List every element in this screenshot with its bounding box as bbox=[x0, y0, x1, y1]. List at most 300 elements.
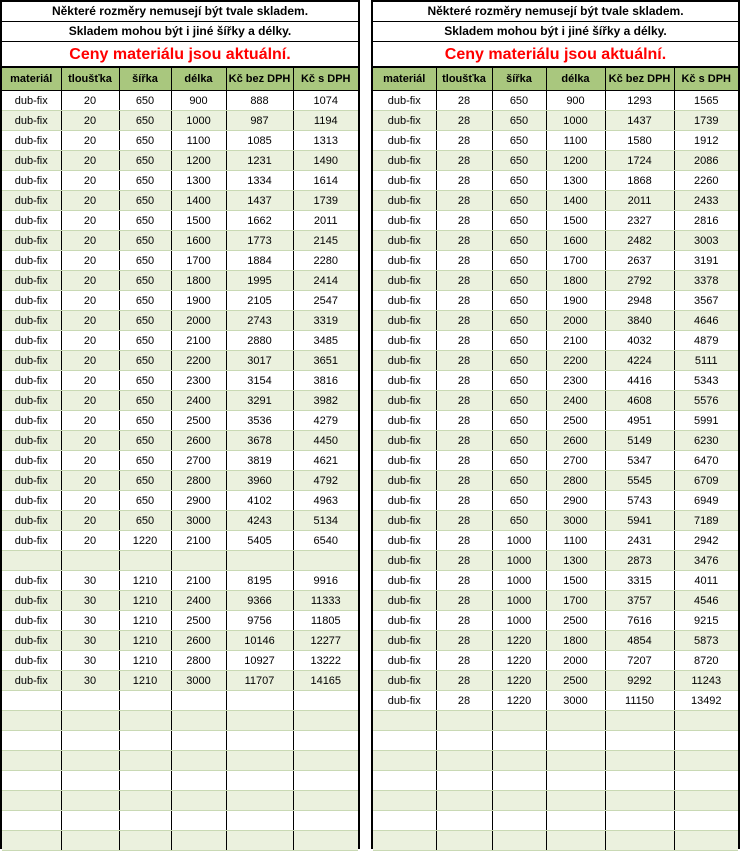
cell-width: 650 bbox=[119, 271, 171, 291]
cell-price-with-vat: 3476 bbox=[674, 551, 738, 571]
table-row bbox=[373, 191, 738, 211]
cell-price-with-vat bbox=[674, 731, 738, 751]
table-row bbox=[2, 211, 358, 231]
cell-thickness: 28 bbox=[436, 651, 492, 671]
cell-material: dub-fix bbox=[2, 171, 61, 191]
cell-length: 3000 bbox=[171, 671, 226, 691]
cell-material: dub-fix bbox=[373, 291, 436, 311]
cell-price-with-vat: 6709 bbox=[674, 471, 738, 491]
cell-thickness: 20 bbox=[61, 451, 119, 471]
table-row bbox=[373, 491, 738, 511]
cell-length: 1900 bbox=[546, 291, 605, 311]
cell-price-without-vat: 3819 bbox=[226, 451, 293, 471]
cell-material: dub-fix bbox=[373, 231, 436, 251]
cell-price-with-vat: 11333 bbox=[293, 591, 358, 611]
cell-thickness: 20 bbox=[61, 111, 119, 131]
cell-price-without-vat: 1884 bbox=[226, 251, 293, 271]
cell-thickness: 20 bbox=[61, 411, 119, 431]
cell-material: dub-fix bbox=[2, 311, 61, 331]
cell-width: 650 bbox=[492, 311, 546, 331]
cell-price-without-vat bbox=[605, 811, 674, 831]
cell-price-with-vat: 1614 bbox=[293, 171, 358, 191]
table-row bbox=[2, 191, 358, 211]
cell-price-without-vat bbox=[605, 711, 674, 731]
cell-price-without-vat: 4951 bbox=[605, 411, 674, 431]
table-row bbox=[2, 251, 358, 271]
cell-width bbox=[492, 791, 546, 811]
cell-length: 1500 bbox=[171, 211, 226, 231]
table-row bbox=[373, 811, 738, 831]
cell-material: dub-fix bbox=[2, 631, 61, 651]
cell-length bbox=[546, 731, 605, 751]
cell-thickness: 28 bbox=[436, 591, 492, 611]
price-panel-right bbox=[371, 0, 740, 849]
table-header-row bbox=[373, 68, 738, 91]
cell-thickness: 28 bbox=[436, 371, 492, 391]
cell-length: 2100 bbox=[546, 331, 605, 351]
cell-price-without-vat: 1773 bbox=[226, 231, 293, 251]
cell-thickness: 28 bbox=[436, 191, 492, 211]
cell-length: 1700 bbox=[546, 251, 605, 271]
table-row bbox=[373, 731, 738, 751]
cell-length: 2400 bbox=[171, 391, 226, 411]
cell-material: dub-fix bbox=[373, 91, 436, 111]
cell-material bbox=[373, 791, 436, 811]
cell-price-with-vat: 3003 bbox=[674, 231, 738, 251]
cell-material: dub-fix bbox=[2, 251, 61, 271]
cell-width: 1220 bbox=[492, 651, 546, 671]
table-row bbox=[2, 531, 358, 551]
table-row bbox=[373, 411, 738, 431]
table-row bbox=[2, 311, 358, 331]
cell-thickness: 28 bbox=[436, 271, 492, 291]
cell-length: 2300 bbox=[546, 371, 605, 391]
cell-material: dub-fix bbox=[373, 531, 436, 551]
cell-length: 1600 bbox=[171, 231, 226, 251]
table-row bbox=[2, 291, 358, 311]
cell-price-with-vat: 4450 bbox=[293, 431, 358, 451]
cell-price-with-vat bbox=[674, 811, 738, 831]
table-row bbox=[2, 731, 358, 751]
cell-thickness: 28 bbox=[436, 251, 492, 271]
cell-length: 2500 bbox=[171, 611, 226, 631]
cell-price-without-vat: 3960 bbox=[226, 471, 293, 491]
cell-price-without-vat: 1334 bbox=[226, 171, 293, 191]
cell-length: 1100 bbox=[546, 531, 605, 551]
cell-price-without-vat: 3840 bbox=[605, 311, 674, 331]
cell-material: dub-fix bbox=[2, 131, 61, 151]
cell-thickness: 28 bbox=[436, 631, 492, 651]
cell-length: 2500 bbox=[546, 611, 605, 631]
cell-width bbox=[119, 711, 171, 731]
cell-length: 1600 bbox=[546, 231, 605, 251]
cell-width: 650 bbox=[119, 351, 171, 371]
cell-thickness: 30 bbox=[61, 571, 119, 591]
note-prices-current: Ceny materiálu jsou aktuální. bbox=[373, 42, 738, 67]
table-row bbox=[373, 531, 738, 551]
cell-price-with-vat: 4546 bbox=[674, 591, 738, 611]
cell-width bbox=[119, 831, 171, 851]
note-other-dimensions: Skladem mohou být i jiné šířky a délky. bbox=[2, 22, 358, 42]
cell-material: dub-fix bbox=[2, 651, 61, 671]
cell-width: 650 bbox=[119, 371, 171, 391]
cell-price-without-vat bbox=[605, 831, 674, 851]
cell-price-with-vat: 3982 bbox=[293, 391, 358, 411]
cell-length: 2200 bbox=[546, 351, 605, 371]
note-other-dimensions: Skladem mohou být i jiné šířky a délky. bbox=[373, 22, 738, 42]
table-row bbox=[373, 351, 738, 371]
cell-price-with-vat bbox=[293, 751, 358, 771]
cell-length: 2200 bbox=[171, 351, 226, 371]
table-row bbox=[2, 151, 358, 171]
cell-thickness bbox=[436, 711, 492, 731]
cell-price-with-vat: 5873 bbox=[674, 631, 738, 651]
cell-price-with-vat: 2145 bbox=[293, 231, 358, 251]
cell-price-with-vat: 7189 bbox=[674, 511, 738, 531]
cell-material: dub-fix bbox=[373, 211, 436, 231]
cell-price-with-vat: 4963 bbox=[293, 491, 358, 511]
cell-width: 650 bbox=[492, 511, 546, 531]
cell-material: dub-fix bbox=[373, 611, 436, 631]
cell-thickness: 28 bbox=[436, 211, 492, 231]
col-price-with-vat: Kč s DPH bbox=[674, 68, 738, 91]
cell-thickness: 28 bbox=[436, 491, 492, 511]
cell-width: 650 bbox=[119, 131, 171, 151]
table-row bbox=[373, 671, 738, 691]
cell-material: dub-fix bbox=[2, 331, 61, 351]
cell-price-without-vat: 1995 bbox=[226, 271, 293, 291]
cell-thickness bbox=[61, 551, 119, 571]
cell-width: 650 bbox=[119, 451, 171, 471]
cell-thickness: 28 bbox=[436, 351, 492, 371]
cell-price-without-vat: 1580 bbox=[605, 131, 674, 151]
cell-material: dub-fix bbox=[373, 671, 436, 691]
cell-width: 650 bbox=[492, 431, 546, 451]
cell-length bbox=[171, 831, 226, 851]
cell-material: dub-fix bbox=[373, 311, 436, 331]
cell-width bbox=[119, 691, 171, 711]
cell-price-without-vat: 3315 bbox=[605, 571, 674, 591]
table-row bbox=[2, 391, 358, 411]
cell-material: dub-fix bbox=[2, 291, 61, 311]
col-thickness: tloušťka bbox=[61, 68, 119, 91]
cell-price-without-vat: 8195 bbox=[226, 571, 293, 591]
cell-width: 650 bbox=[119, 431, 171, 451]
cell-price-without-vat: 1085 bbox=[226, 131, 293, 151]
cell-price-with-vat: 5991 bbox=[674, 411, 738, 431]
cell-length: 1300 bbox=[171, 171, 226, 191]
table-row bbox=[2, 331, 358, 351]
cell-length: 3000 bbox=[171, 511, 226, 531]
cell-thickness bbox=[436, 731, 492, 751]
cell-price-with-vat: 4621 bbox=[293, 451, 358, 471]
cell-thickness bbox=[61, 691, 119, 711]
cell-price-without-vat bbox=[605, 791, 674, 811]
cell-width bbox=[492, 711, 546, 731]
cell-length bbox=[171, 551, 226, 571]
table-row bbox=[2, 751, 358, 771]
cell-price-with-vat: 12277 bbox=[293, 631, 358, 651]
cell-price-without-vat bbox=[226, 731, 293, 751]
cell-width: 650 bbox=[119, 91, 171, 111]
cell-thickness: 28 bbox=[436, 151, 492, 171]
cell-thickness: 20 bbox=[61, 351, 119, 371]
cell-material: dub-fix bbox=[2, 91, 61, 111]
cell-price-without-vat: 4416 bbox=[605, 371, 674, 391]
cell-material: dub-fix bbox=[373, 551, 436, 571]
cell-length bbox=[546, 751, 605, 771]
cell-thickness: 20 bbox=[61, 311, 119, 331]
cell-thickness: 20 bbox=[61, 251, 119, 271]
cell-thickness bbox=[61, 811, 119, 831]
cell-thickness: 28 bbox=[436, 131, 492, 151]
table-row bbox=[373, 391, 738, 411]
cell-material: dub-fix bbox=[373, 171, 436, 191]
cell-thickness: 28 bbox=[436, 171, 492, 191]
cell-material: dub-fix bbox=[2, 391, 61, 411]
table-row bbox=[373, 371, 738, 391]
cell-length: 2400 bbox=[546, 391, 605, 411]
cell-length bbox=[171, 711, 226, 731]
cell-price-without-vat: 2431 bbox=[605, 531, 674, 551]
cell-price-with-vat: 4879 bbox=[674, 331, 738, 351]
cell-thickness: 30 bbox=[61, 631, 119, 651]
cell-width: 650 bbox=[119, 331, 171, 351]
cell-thickness bbox=[436, 791, 492, 811]
table-row bbox=[373, 291, 738, 311]
cell-price-with-vat bbox=[293, 831, 358, 851]
cell-material: dub-fix bbox=[2, 191, 61, 211]
cell-price-with-vat: 6540 bbox=[293, 531, 358, 551]
cell-thickness: 28 bbox=[436, 411, 492, 431]
table-row bbox=[373, 151, 738, 171]
table-row bbox=[2, 231, 358, 251]
table-row bbox=[2, 631, 358, 651]
cell-thickness: 28 bbox=[436, 551, 492, 571]
cell-thickness: 30 bbox=[61, 671, 119, 691]
cell-length bbox=[546, 811, 605, 831]
cell-price-with-vat: 6470 bbox=[674, 451, 738, 471]
cell-price-without-vat: 1231 bbox=[226, 151, 293, 171]
cell-width bbox=[119, 551, 171, 571]
cell-length: 2000 bbox=[546, 651, 605, 671]
cell-thickness bbox=[436, 811, 492, 831]
cell-price-without-vat: 2011 bbox=[605, 191, 674, 211]
cell-thickness bbox=[61, 791, 119, 811]
cell-width bbox=[119, 791, 171, 811]
cell-price-with-vat: 3485 bbox=[293, 331, 358, 351]
cell-thickness: 20 bbox=[61, 291, 119, 311]
cell-price-with-vat: 2086 bbox=[674, 151, 738, 171]
cell-length: 1700 bbox=[546, 591, 605, 611]
cell-price-without-vat: 11707 bbox=[226, 671, 293, 691]
cell-price-with-vat: 13222 bbox=[293, 651, 358, 671]
cell-thickness: 28 bbox=[436, 571, 492, 591]
cell-price-without-vat: 2637 bbox=[605, 251, 674, 271]
cell-thickness: 20 bbox=[61, 511, 119, 531]
cell-material: dub-fix bbox=[373, 131, 436, 151]
cell-width: 650 bbox=[492, 291, 546, 311]
cell-thickness: 28 bbox=[436, 331, 492, 351]
cell-length: 2600 bbox=[171, 631, 226, 651]
table-row bbox=[373, 651, 738, 671]
cell-width bbox=[119, 771, 171, 791]
cell-width bbox=[119, 731, 171, 751]
cell-thickness: 28 bbox=[436, 291, 492, 311]
cell-width: 1210 bbox=[119, 651, 171, 671]
cell-width: 650 bbox=[119, 391, 171, 411]
cell-price-with-vat: 5111 bbox=[674, 351, 738, 371]
cell-thickness: 20 bbox=[61, 531, 119, 551]
cell-material: dub-fix bbox=[2, 231, 61, 251]
cell-price-without-vat: 5405 bbox=[226, 531, 293, 551]
cell-material: dub-fix bbox=[2, 351, 61, 371]
cell-width: 650 bbox=[492, 231, 546, 251]
cell-thickness: 20 bbox=[61, 331, 119, 351]
cell-width: 650 bbox=[492, 211, 546, 231]
cell-price-without-vat: 5545 bbox=[605, 471, 674, 491]
cell-price-with-vat: 2547 bbox=[293, 291, 358, 311]
cell-material: dub-fix bbox=[373, 511, 436, 531]
cell-length: 2500 bbox=[171, 411, 226, 431]
table-row bbox=[373, 831, 738, 851]
table-row bbox=[373, 171, 738, 191]
cell-price-without-vat: 2105 bbox=[226, 291, 293, 311]
cell-width: 650 bbox=[492, 411, 546, 431]
cell-price-with-vat: 6230 bbox=[674, 431, 738, 451]
cell-thickness: 28 bbox=[436, 671, 492, 691]
cell-length: 2500 bbox=[546, 671, 605, 691]
cell-width: 650 bbox=[119, 111, 171, 131]
cell-price-without-vat bbox=[605, 771, 674, 791]
cell-price-with-vat: 4792 bbox=[293, 471, 358, 491]
table-row bbox=[2, 131, 358, 151]
table-row bbox=[2, 351, 358, 371]
table-row bbox=[2, 91, 358, 111]
price-table-left bbox=[2, 67, 358, 851]
cell-price-with-vat bbox=[674, 831, 738, 851]
cell-material bbox=[2, 771, 61, 791]
col-material: materiál bbox=[373, 68, 436, 91]
cell-price-with-vat: 4011 bbox=[674, 571, 738, 591]
cell-price-without-vat bbox=[605, 731, 674, 751]
cell-thickness: 28 bbox=[436, 111, 492, 131]
cell-price-without-vat bbox=[226, 551, 293, 571]
cell-width: 1220 bbox=[119, 531, 171, 551]
cell-length: 2800 bbox=[171, 651, 226, 671]
col-thickness: tloušťka bbox=[436, 68, 492, 91]
table-row bbox=[373, 771, 738, 791]
cell-material bbox=[373, 711, 436, 731]
cell-material: dub-fix bbox=[373, 151, 436, 171]
cell-material bbox=[373, 751, 436, 771]
note-stock-availability: Některé rozměry nemusejí být tvale skladem. bbox=[2, 2, 358, 22]
cell-material: dub-fix bbox=[2, 671, 61, 691]
cell-price-with-vat: 3651 bbox=[293, 351, 358, 371]
cell-width: 650 bbox=[492, 251, 546, 271]
cell-price-without-vat: 9292 bbox=[605, 671, 674, 691]
cell-width bbox=[492, 731, 546, 751]
cell-width: 1000 bbox=[492, 571, 546, 591]
cell-price-with-vat: 2280 bbox=[293, 251, 358, 271]
cell-price-with-vat: 3378 bbox=[674, 271, 738, 291]
cell-width: 1000 bbox=[492, 531, 546, 551]
cell-price-with-vat: 2816 bbox=[674, 211, 738, 231]
cell-price-with-vat bbox=[293, 811, 358, 831]
cell-price-with-vat: 1490 bbox=[293, 151, 358, 171]
cell-length: 2100 bbox=[171, 331, 226, 351]
cell-price-with-vat bbox=[674, 791, 738, 811]
table-row bbox=[373, 451, 738, 471]
table-row bbox=[373, 91, 738, 111]
cell-width: 1000 bbox=[492, 591, 546, 611]
cell-length bbox=[546, 791, 605, 811]
cell-material bbox=[373, 811, 436, 831]
cell-material: dub-fix bbox=[373, 591, 436, 611]
cell-width: 650 bbox=[492, 131, 546, 151]
cell-price-with-vat: 13492 bbox=[674, 691, 738, 711]
cell-price-without-vat: 7207 bbox=[605, 651, 674, 671]
cell-price-without-vat: 4854 bbox=[605, 631, 674, 651]
cell-thickness: 28 bbox=[436, 311, 492, 331]
cell-material: dub-fix bbox=[2, 211, 61, 231]
cell-length: 1800 bbox=[171, 271, 226, 291]
cell-price-without-vat: 2482 bbox=[605, 231, 674, 251]
cell-length: 900 bbox=[546, 91, 605, 111]
col-width: šířka bbox=[492, 68, 546, 91]
table-header-row bbox=[2, 68, 358, 91]
cell-price-without-vat: 4224 bbox=[605, 351, 674, 371]
cell-price-without-vat: 7616 bbox=[605, 611, 674, 631]
cell-material bbox=[373, 731, 436, 751]
cell-price-without-vat: 11150 bbox=[605, 691, 674, 711]
cell-material: dub-fix bbox=[2, 491, 61, 511]
cell-width: 650 bbox=[492, 331, 546, 351]
table-row bbox=[2, 811, 358, 831]
table-row bbox=[373, 471, 738, 491]
cell-price-without-vat: 1293 bbox=[605, 91, 674, 111]
cell-length: 1800 bbox=[546, 271, 605, 291]
cell-length: 2800 bbox=[171, 471, 226, 491]
table-row bbox=[2, 651, 358, 671]
table-row bbox=[373, 251, 738, 271]
cell-length: 1300 bbox=[546, 551, 605, 571]
cell-price-with-vat: 14165 bbox=[293, 671, 358, 691]
cell-thickness: 28 bbox=[436, 471, 492, 491]
cell-price-with-vat: 2942 bbox=[674, 531, 738, 551]
cell-price-without-vat: 9756 bbox=[226, 611, 293, 631]
table-row bbox=[2, 791, 358, 811]
cell-price-without-vat: 1662 bbox=[226, 211, 293, 231]
cell-thickness: 30 bbox=[61, 611, 119, 631]
cell-material: dub-fix bbox=[373, 491, 436, 511]
cell-material bbox=[2, 731, 61, 751]
cell-width: 1210 bbox=[119, 591, 171, 611]
cell-price-with-vat: 9215 bbox=[674, 611, 738, 631]
cell-price-without-vat: 4243 bbox=[226, 511, 293, 531]
cell-material bbox=[2, 831, 61, 851]
cell-material: dub-fix bbox=[373, 451, 436, 471]
cell-price-without-vat bbox=[226, 791, 293, 811]
cell-price-with-vat: 6949 bbox=[674, 491, 738, 511]
cell-price-with-vat: 2433 bbox=[674, 191, 738, 211]
cell-thickness bbox=[61, 731, 119, 751]
table-row bbox=[373, 511, 738, 531]
cell-length: 1500 bbox=[546, 571, 605, 591]
cell-thickness bbox=[436, 831, 492, 851]
cell-price-with-vat: 3319 bbox=[293, 311, 358, 331]
cell-length bbox=[171, 691, 226, 711]
